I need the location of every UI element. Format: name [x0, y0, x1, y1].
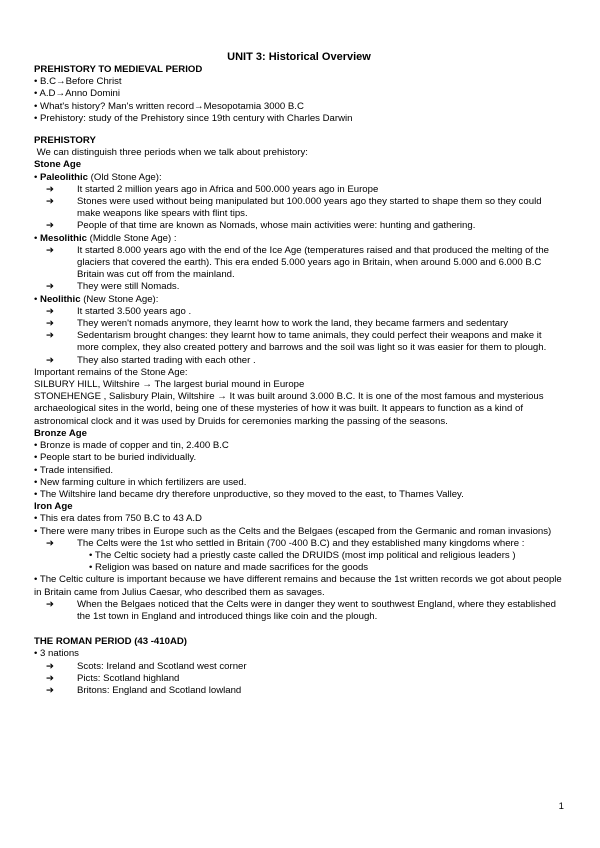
arrow-item: ➔ They weren't nomads anymore, they learnt how to work the land, they became farmers and sedentary	[46, 318, 509, 330]
bullet-item: • Prehistory: study of the Prehistory since 19th century with Charles Darwin	[34, 112, 353, 124]
bullet-item: • There were many tribes in Europe such as the Celts and the Belgaes (escaped from the Germanic and roman invasions)	[34, 525, 552, 537]
section-heading-prehistory: PREHISTORY	[34, 135, 96, 147]
page-title: UNIT 3: Historical Overview	[227, 51, 371, 63]
bullet-item: • This era dates from 750 B.C to 43 A.D	[34, 513, 202, 525]
arrow-icon: ➔	[46, 305, 55, 317]
sub-bullet-item: • The Celtic society had a priestly caste called the DRUIDS (most imp political and religious leaders )	[89, 549, 516, 561]
subheading-iron-age: Iron Age	[34, 501, 73, 513]
arrow-icon: ➔	[46, 684, 55, 696]
silbury-hill-text: SILBURY HILL, Wiltshire → The largest burial mound in Europe	[34, 379, 305, 391]
bullet-item: • People start to be buried individually.	[34, 452, 197, 464]
bullet-item: • The Wiltshire land became dry therefore unproductive, so they moved to the east, to Thames Valley.	[34, 488, 464, 500]
period-mesolithic: • Mesolithic (Middle Stone Age) :	[34, 232, 177, 244]
arrow-item: ➔ Picts: Scotland highland	[46, 672, 180, 684]
section-heading-prehistory-to-medieval: PREHISTORY TO MEDIEVAL PERIOD	[34, 64, 203, 75]
intro-text: We can distinguish three periods when we talk about prehistory:	[34, 147, 308, 159]
arrow-item: ➔ It started 2 million years ago in Africa and 500.000 years ago in Europe	[46, 183, 379, 195]
arrow-item: ➔ The Celts were the 1st who settled in Britain (700 -400 B.C) and they established many kingdoms where :	[46, 537, 525, 549]
arrow-item: ➔ Scots: Ireland and Scotland west corner	[46, 660, 247, 672]
arrow-item: ➔ People of that time are known as Nomads, whose main activities were: hunting and gathering.	[46, 220, 476, 232]
period-neolithic: • Neolithic (New Stone Age):	[34, 293, 159, 305]
period-name: Mesolithic	[40, 232, 87, 244]
arrow-item: ➔ It started 8.000 years ago with the end of the Ice Age (temperatures raised and that produced the melting of the glaciers that covered the earth). This era ended 5.000 years ago in Britain, when around 5.000 and 6.000 B.C Britain was cut off from the mainland.	[46, 244, 549, 281]
subheading-stone-age: Stone Age	[34, 159, 82, 171]
arrow-icon: ➔	[46, 330, 55, 342]
page-number: 1	[558, 801, 564, 812]
subheading-bronze-age: Bronze Age	[34, 427, 87, 439]
bullet-item: • 3 nations	[34, 648, 79, 660]
arrow-icon: ➔	[46, 244, 55, 256]
bullet-item: • Trade intensified.	[34, 464, 114, 476]
arrow-item: ➔ Sedentarism brought changes: they learnt how to tame animals, they could perfect their weapons and make it more complex, they also created pottery and barrows and the soil was light so it was easier for them to plough.	[46, 330, 547, 354]
bullet-item: • New farming culture in which fertilizers are used.	[34, 476, 247, 488]
document-page	[34, 50, 564, 697]
arrow-item: ➔ It started 3.500 years ago .	[46, 305, 192, 317]
section-heading-roman-period: THE ROMAN PERIOD (43 -410AD)	[34, 636, 187, 648]
arrow-icon: ➔	[46, 196, 55, 208]
remains-intro: Important remains of the Stone Age:	[34, 366, 188, 378]
arrow-item: ➔ When the Belgaes noticed that the Celts were in danger they went to southwest England, where they established the 1st town in England and introduced things like coin and the plough.	[46, 598, 556, 622]
bullet-item: • Bronze is made of copper and tin, 2.400 B.C	[34, 440, 229, 452]
period-name: Paleolithic	[40, 171, 89, 183]
bullet-item: • The Celtic culture is important because we have different remains and because the 1st written records we got about people in Britain came from Julius Caesar, who described them as savages.	[34, 574, 562, 598]
bullet-item: • What's history? Man's written record→Mesopotamia 3000 B.C	[34, 100, 304, 112]
bullet-item: • B.C→Before Christ	[34, 76, 122, 88]
stonehenge-text: STONEHENGE , Salisbury Plain, Wiltshire → It was built around 3.000 B.C. It is one of the most famous and mysterious archaeological sites in the world, being one of these mysteries of how it was built. It appears to function as a kind of astronomical clock and it was used by Druids for ceremonies marking the passing of the seasons.	[34, 391, 544, 427]
period-paleolithic: • Paleolithic (Old Stone Age):	[34, 171, 162, 183]
arrow-icon: ➔	[46, 672, 55, 684]
arrow-icon: ➔	[46, 318, 55, 330]
bullet-item: • A.D→Anno Domini	[34, 88, 121, 100]
arrow-icon: ➔	[46, 537, 55, 549]
arrow-icon: ➔	[46, 354, 55, 366]
arrow-item: ➔ Stones were used without being manipulated but 100.000 years ago they started to shape them so they could make weapons like spears with flint tips.	[46, 196, 542, 220]
arrow-icon: ➔	[46, 183, 55, 195]
arrow-icon: ➔	[46, 598, 55, 610]
arrow-icon: ➔	[46, 220, 55, 232]
arrow-icon: ➔	[46, 660, 55, 672]
sub-bullet-item: • Religion was based on nature and made sacrifices for the goods	[89, 562, 369, 574]
arrow-item: ➔ Britons: England and Scotland lowland	[46, 684, 242, 696]
period-name: Neolithic	[40, 293, 81, 305]
arrow-icon: ➔	[46, 281, 55, 293]
arrow-item: ➔ They were still Nomads.	[46, 281, 180, 293]
arrow-item: ➔ They also started trading with each other .	[46, 354, 256, 366]
